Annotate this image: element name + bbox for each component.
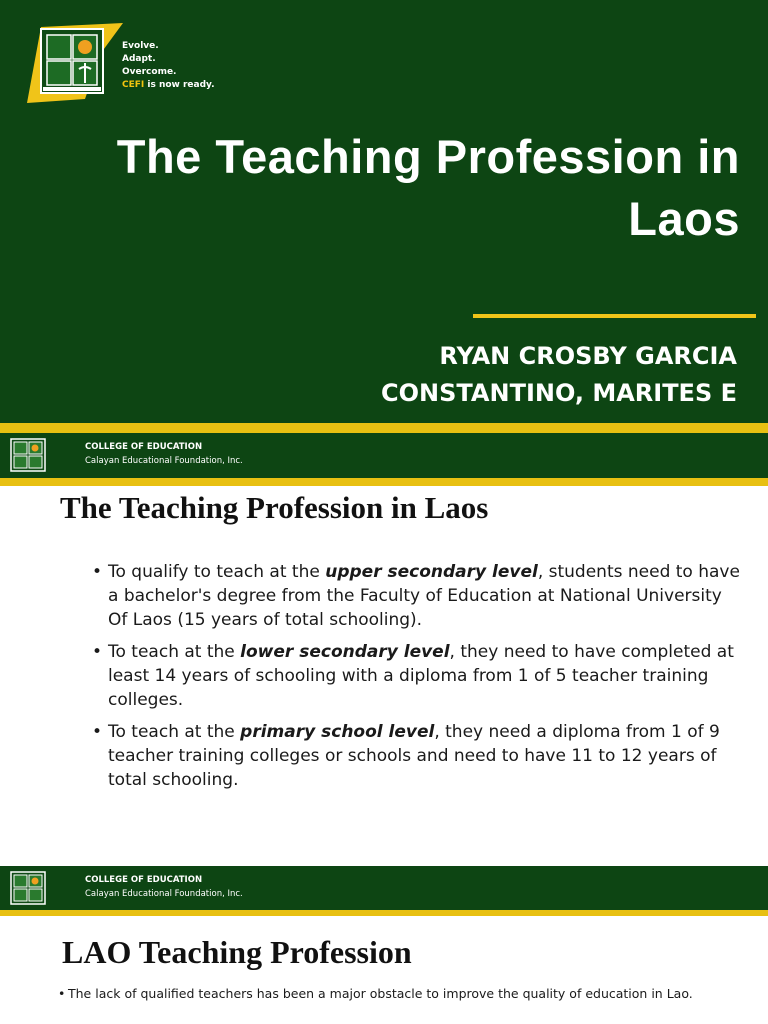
title-line-2: Laos — [628, 192, 740, 245]
list-item — [92, 720, 742, 792]
authors — [381, 338, 737, 412]
gold-band — [0, 910, 768, 916]
college-name: COLLEGE OF EDUCATION — [85, 875, 203, 885]
list-item — [58, 985, 718, 1002]
bullet-text: To teach at the — [108, 722, 241, 742]
college-name: COLLEGE OF EDUCATION — [85, 442, 203, 452]
bullet-text: , they need to have completed at least 14 years of schooling with a diploma from 1 of 5 teacher training colleges. — [108, 642, 734, 710]
emphasis-text: upper secondary level — [325, 562, 538, 582]
bullet-text: , students need to have a bachelor's degree from the Faculty of Education at National University Of Laos (15 years of total schooling). — [108, 562, 740, 630]
bullet-text: , they need a diploma from 1 of 9 teacher training colleges or schools and need to have 11 to 12 years of total schooling. — [108, 722, 720, 790]
bullet-list — [92, 560, 742, 800]
gold-band — [0, 478, 768, 486]
foundation-name: Calayan Educational Foundation, Inc. — [85, 456, 243, 466]
tagline-line — [122, 79, 215, 92]
bullet-icon: • — [92, 562, 103, 582]
author-name: RYAN CROSBY GARCIA — [439, 342, 737, 370]
cefi-logo — [27, 23, 123, 103]
gold-band — [0, 423, 768, 433]
tagline-line: Adapt. — [122, 54, 156, 64]
cefi-logo-small — [10, 871, 46, 905]
tagline-line: Overcome. — [122, 67, 177, 77]
slide-header — [0, 866, 768, 910]
bullet-text: To teach at the — [108, 642, 241, 662]
presentation-title — [20, 126, 740, 250]
emphasis-text: primary school level — [240, 722, 435, 742]
list-item — [92, 560, 742, 632]
bullet-icon: • — [58, 986, 66, 1001]
tagline-rest: is now ready. — [144, 80, 215, 90]
divider-line — [473, 314, 756, 318]
tagline-brand: CEFI — [122, 80, 145, 90]
tagline — [122, 40, 215, 92]
slide-title: LAO Teaching Profession — [62, 934, 412, 970]
slide-title: The Teaching Profession in Laos — [60, 490, 489, 525]
author-name: CONSTANTINO, MARITES E — [381, 379, 737, 407]
bullet-list — [58, 985, 718, 1002]
bullet-text: The lack of qualified teachers has been a major obstacle to improve the quality of education in Lao. — [68, 986, 693, 1001]
slide-header — [0, 433, 768, 478]
title-line-1: The Teaching Profession in — [116, 130, 740, 183]
bullet-icon: • — [92, 642, 103, 662]
tagline-line: Evolve. — [122, 41, 159, 51]
list-item — [92, 640, 742, 712]
cefi-logo-small — [10, 438, 46, 472]
foundation-name: Calayan Educational Foundation, Inc. — [85, 889, 243, 899]
emphasis-text: lower secondary level — [240, 642, 450, 662]
title-slide — [0, 0, 768, 423]
bullet-icon: • — [92, 722, 103, 742]
bullet-text: To qualify to teach at the — [108, 562, 326, 582]
